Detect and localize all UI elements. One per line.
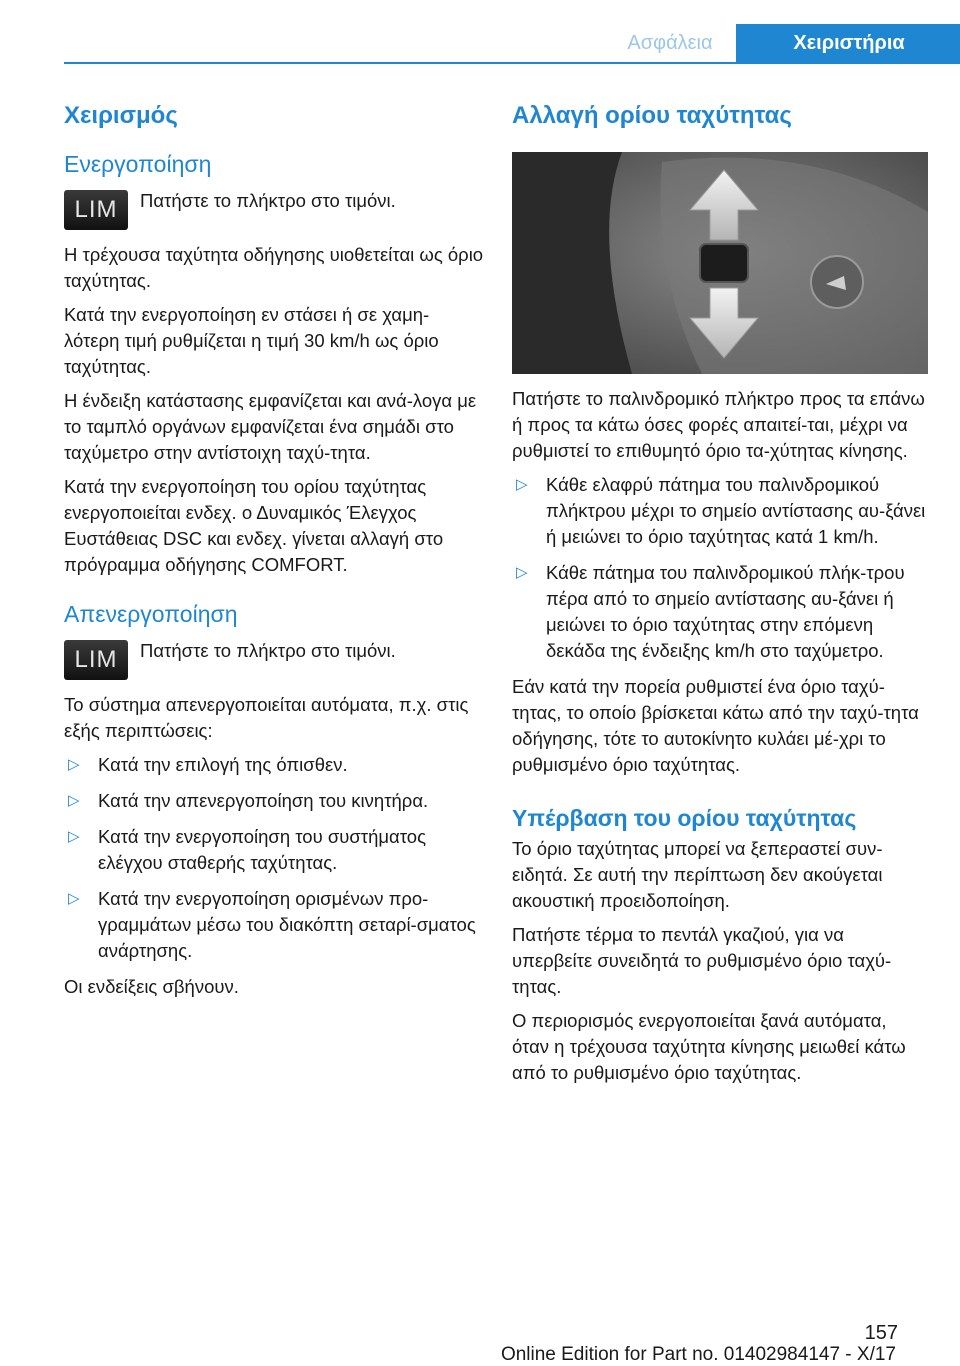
paragraph: Το όριο ταχύτητας μπορεί να ξεπεραστεί συν-ειδητά. Σε αυτή την περίπτωση δεν ακούγεται ακουστική προειδοποίηση. [512, 838, 883, 911]
deactivation-instruction [64, 640, 484, 680]
header-tabs [604, 24, 960, 62]
exceed-limit-heading: Υπέρβαση του ορίου ταχύτητας [512, 805, 857, 831]
paragraph: Πατήστε το παλινδρομικό πλήκτρο προς τα επάνω ή προς τα κάτω όσες φορές απαιτεί-ται, μέχρι να ρυθμιστεί το επιθυμητό όριο τα-χύτητας κίνησης. [512, 388, 925, 461]
paragraph: Κατά την ενεργοποίηση εν στάσει ή σε χαμη-λότερη τιμή ρυθμίζεται η τιμή 30 km/h ως όριο ταχύτητας. [64, 304, 439, 377]
tab-safety[interactable]: Ασφάλεια [627, 32, 713, 54]
paragraph: Η ένδειξη κατάστασης εμφανίζεται και ανά-λογα με το ταμπλό οργάνων εμφανίζεται ένα σημάδι στο ταχύμετρο στην αντίστοιχη ταχύ-τητα. [64, 390, 477, 463]
paragraph: Ο περιορισμός ενεργοποιείται ξανά αυτόματα, όταν η τρέχουσα ταχύτητα κίνησης μειωθεί κάτω από το ρυθμισμένο όριο ταχύτητας. [512, 1010, 906, 1083]
list-item: ▷ Κατά την ενεργοποίηση ορισμένων προ-γραμμάτων μέσω του διακόπτη σεταρί-σματος ανάρτησης. [68, 888, 476, 961]
activation-instruction [64, 190, 484, 230]
triangle-right-icon: ▷ [68, 828, 80, 845]
steering-wheel-rocker-image [512, 152, 928, 374]
paragraph: Η τρέχουσα ταχύτητα οδήγησης υιοθετείται ως όριο ταχύτητας. [64, 244, 484, 291]
activation-press-text: Πατήστε το πλήκτρο στο τιμόνι. [140, 190, 396, 211]
page-footer [0, 1322, 960, 1365]
triangle-right-icon: ▷ [68, 890, 80, 907]
section-title: Χειρισμός [64, 102, 178, 129]
page-number: 157 [864, 1322, 898, 1344]
paragraph: Εάν κατά την πορεία ρυθμιστεί ένα όριο ταχύ-τητας, το οποίο βρίσκεται κάτω από την ταχύ-τητα οδήγησης, τότε το αυτοκίνητο κυλάει μέ-χρι το ρυθμισμένο όριο ταχύτητας. [512, 676, 919, 775]
activation-heading: Ενεργοποίηση [64, 151, 212, 177]
triangle-right-icon: ▷ [516, 564, 528, 581]
triangle-right-icon: ▷ [68, 792, 80, 809]
lim-button-icon: LIM [64, 640, 128, 680]
deactivation-heading: Απενεργοποίηση [64, 601, 238, 627]
left-column [64, 96, 484, 1008]
tab-controls[interactable]: Χειριστήρια [736, 24, 960, 62]
paragraph: Οι ενδείξεις σβήνουν. [64, 976, 239, 997]
change-limit-list [512, 472, 928, 664]
deactivation-press-text: Πατήστε το πλήκτρο στο τιμόνι. [140, 640, 396, 661]
lim-button-icon: LIM [64, 190, 128, 230]
list-item: ▷ Κατά την απενεργοποίηση του κινητήρα. [64, 788, 484, 814]
paragraph: Κατά την ενεργοποίηση του ορίου ταχύτητας ενεργοποιείται ενδεχ. ο Δυναμικός Έλεγχος Ευστάθειας DSC και ενδεχ. γίνεται αλλαγή στο πρόγραμμα οδήγησης COMFORT. [64, 476, 444, 575]
triangle-right-icon: ▷ [68, 756, 80, 773]
list-item: ▷ Κάθε πάτημα του παλινδρομικού πλήκ-τρου πέρα από το σημείο αντίστασης αυ-ξάνει ή μειώνει το όριο ταχύτητας στην επόμενη δεκάδα της ένδειξης km/h στο ταχύμετρο. [516, 562, 905, 661]
right-column [512, 96, 928, 1094]
list-item: ▷ Κάθε ελαφρύ πάτημα του παλινδρομικού πλήκτρου μέχρι το σημείο αντίστασης αυ-ξάνει ή μειώνει το όριο ταχύτητας κατά 1 km/h. [516, 474, 926, 547]
triangle-right-icon: ▷ [516, 476, 528, 493]
header-rule [64, 62, 960, 64]
deactivation-list [64, 752, 484, 964]
list-item: ▷ Κατά την ενεργοποίηση του συστήματος ελέγχου σταθερής ταχύτητας. [68, 826, 427, 873]
paragraph: Το σύστημα απενεργοποιείται αυτόματα, π.χ. στις εξής περιπτώσεις: [64, 694, 469, 741]
edition-text: Online Edition for Part no. 01402984147 - X/17 [500, 1344, 896, 1365]
change-limit-heading: Αλλαγή ορίου ταχύτητας [512, 102, 792, 129]
list-item: ▷ Κατά την επιλογή της όπισθεν. [64, 752, 484, 778]
paragraph: Πατήστε τέρμα το πεντάλ γκαζιού, για να υπερβείτε συνειδητά το ρυθμισμένο όριο ταχύ-τητας. [512, 924, 892, 997]
